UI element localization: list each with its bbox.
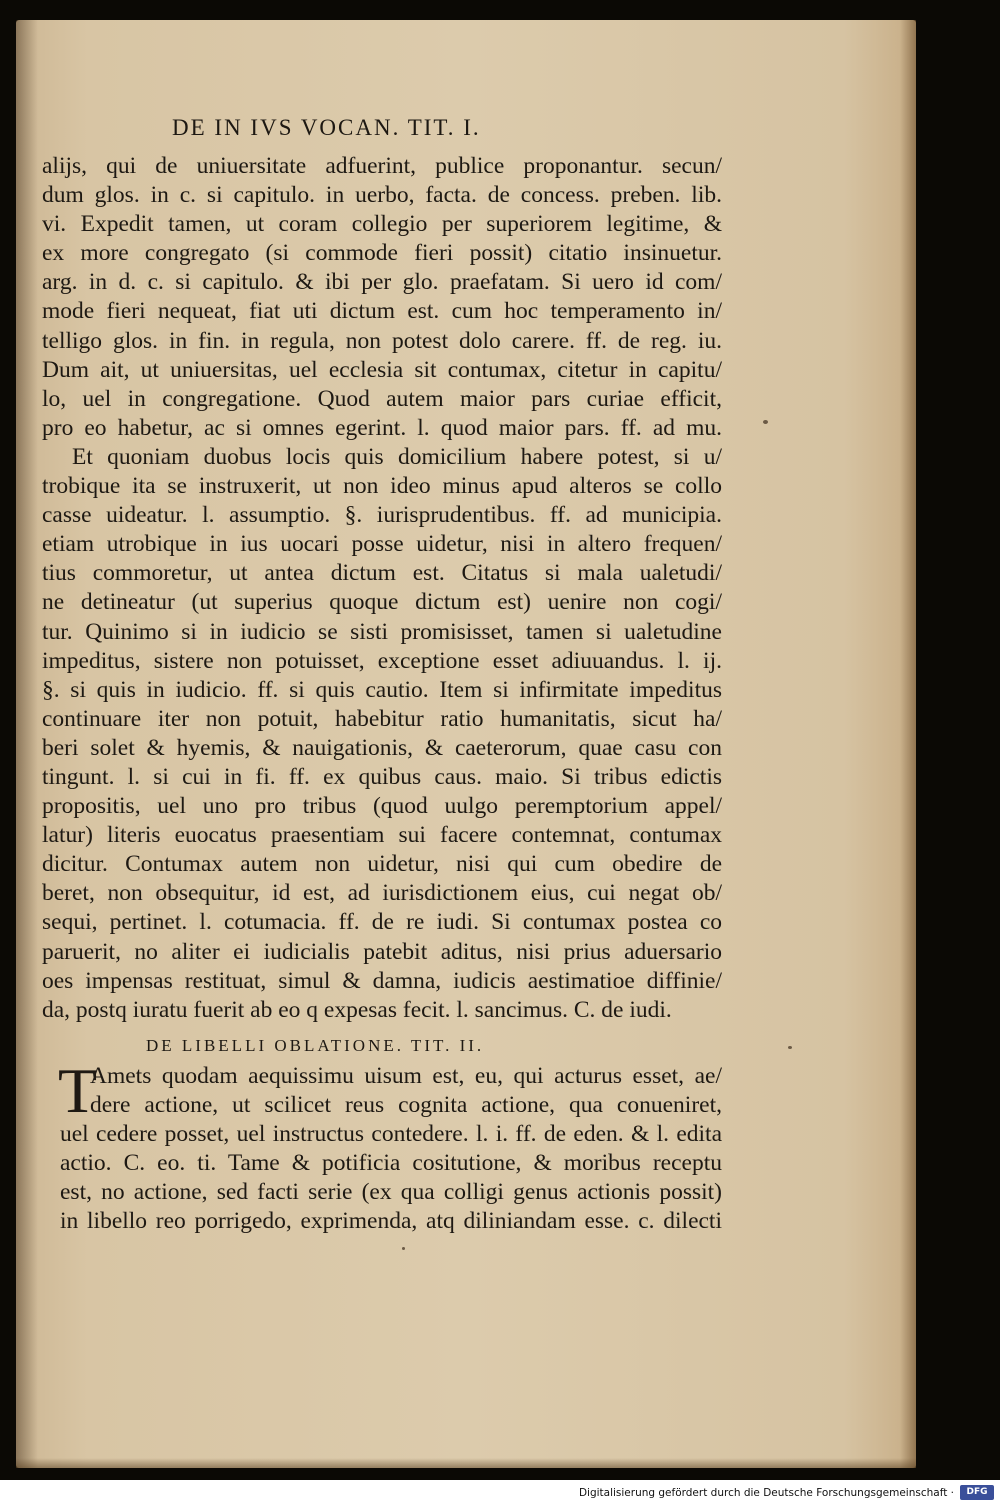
text-line: tingunt. l. si cui in fi. ff. ex quibus caus. maio. Si tribus edictis [42,763,722,790]
text-line: ne detineatur (ut superius quoque dictum est) uenire non cogi/ [42,589,722,616]
text-line: alijs, qui de uniuersitate adfuerint, publice proponantur. secun/ [42,153,722,179]
text-line: da, postq iuratu fuerit ab eo q expesas fecit. l. sancimus. C. de iudi. [42,996,672,1023]
text-line: dicitur. Contumax autem non uidetur, nisi qui cum obedire de [42,851,722,878]
paper-speck [788,1046,792,1049]
section-heading: DE LIBELLI OBLATIONE. TIT. II. [146,1036,485,1055]
text-line: paruerit, no aliter ei iudicialis patebit aditus, nisi prius aduersario [42,938,722,965]
text-line: Et quoniam duobus locis quis domicilium habere potest, si u/ [72,443,722,470]
text-line: uel cedere posset, uel instructus contedere. l. i. ff. de eden. & l. edita [60,1121,722,1148]
funding-credit: Digitalisierung gefördert durch die Deutsche Forschungsgemeinschaft · [578,1487,954,1499]
text-line: tur. Quinimo si in iudicio se sisti promisisset, tamen si ualetudine [42,618,722,645]
text-line: dum glos. in c. si capitulo. in uerbo, facta. de concess. preben. lib. [42,182,722,209]
text-line: in libello reo porrigedo, exprimenda, atq diliniandam esse. c. dilecti [60,1208,722,1235]
page-bottom-edge [16,1458,916,1468]
dfg-logo: DFG [960,1485,994,1500]
page-right-edge [900,20,916,1468]
main-text-block [42,152,722,1025]
text-line: casse uideatur. l. assumptio. §. iurisprudentibus. ff. ad municipia. [42,502,722,529]
running-head: DE IN IVS VOCAN. TIT. I. [172,115,481,140]
paper-speck [763,420,768,424]
text-line: §. si quis in iudicio. ff. si quis cautio. Item si infirmitate impeditus [42,676,722,703]
text-line: sequi, pertinet. l. cotumacia. ff. de re iudi. Si contumax postea co [42,909,722,936]
text-line: dere actione, ut scilicet reus cognita actione, qua conueniret, [90,1092,722,1119]
text-line: tius commoretur, ut antea dictum est. Citatus si mala ualetudi/ [42,560,722,587]
text-line: actio. C. eo. ti. Tame & potificia cositutione, & moribus receptu [60,1150,722,1177]
text-line: etiam utrobique in ius uocari posse uidetur, nisi in altero frequen/ [42,531,722,558]
text-line: arg. in d. c. si capitulo. & ibi per glo. praefatam. Si uero id com/ [42,269,722,296]
text-line: oes impensas restituat, simul & damna, iudicis aestimatioe diffinie/ [42,967,722,994]
text-line: ex more congregato (si commode fieri possit) citatio insinuetur. [42,240,722,267]
text-line: beret, non obsequitur, id est, ad iurisdictionem eius, cui negat ob/ [42,880,722,907]
text-line: vi. Expedit tamen, ut coram collegio per superiorem legitime, & [42,211,722,238]
text-line: Amets quodam aequissimu uisum est, eu, qui acturus esset, ae/ [90,1063,722,1089]
drop-cap: T [58,1055,98,1126]
section-text-block [58,1055,722,1237]
text-line: Dum ait, ut uniuersitas, uel ecclesia sit contumax, citetur in capitu/ [42,356,722,383]
page-gutter-shadow [16,20,38,1468]
text-line: impeditus, sistere non potuisset, exceptione esset adiuuandus. l. ij. [42,647,722,674]
text-line: est, no actione, sed facti serie (ex qua colligi genus actionis possit) [60,1179,722,1206]
text-line: pro eo habetur, ac si omnes egerint. l. quod maior pars. ff. ad mu. [42,414,722,441]
text-line: latur) literis euocatus praesentiam sui facere contemnat, contumax [42,822,722,849]
text-line: beri solet & hyemis, & nauigationis, & caeterorum, quae casu con [42,734,722,761]
text-line: lo, uel in congregatione. Quod autem maior pars curiae efficit, [42,385,722,412]
text-line: telligo glos. in fin. in regula, non potest dolo carere. ff. de reg. iu. [42,327,722,354]
text-line: trobique ita se instruxerit, ut non ideo minus apud alteros se collo [42,473,722,500]
text-line: continuare iter non potuit, habebitur ratio humanitatis, sicut ha/ [42,705,722,732]
text-line: mode fieri nequeat, fiat uti dictum est. cum hoc temperamento in/ [42,298,722,325]
paper-speck [402,1247,405,1250]
text-line: propositis, uel uno pro tribus (quod uulgo peremptorium appel/ [42,793,722,820]
